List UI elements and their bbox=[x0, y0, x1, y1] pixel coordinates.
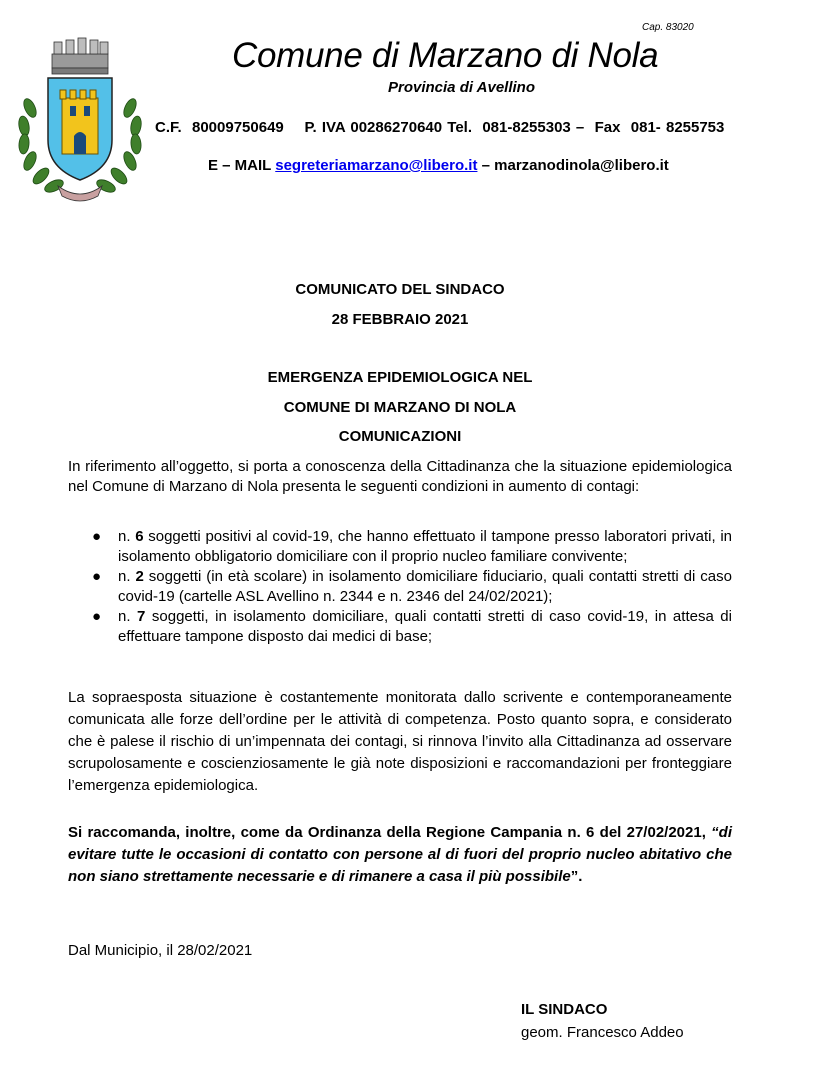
case-count: 2 bbox=[135, 568, 144, 585]
ordinance-quote: “di evitare tutte le occasioni di contatto con persone al di fuori del proprio nucleo abitativo che non siano strettamente necessarie e di rimanere a casa il più possibile bbox=[68, 824, 732, 885]
email-line bbox=[208, 157, 669, 174]
intro-paragraph: In riferimento all’oggetto, si porta a conoscenza della Cittadinanza che la situazione epidemiologica nel Comune di Marzano di Nola presenta le seguenti condizioni in aumento di contagi: bbox=[68, 458, 732, 495]
postal-code: Cap. 83020 bbox=[642, 22, 694, 33]
signature-name: geom. Francesco Addeo bbox=[521, 1024, 684, 1041]
list-item: ● n. 6 soggetti positivi al covid-19, che hanno effettuato il tampone presso laboratori privati, in isolamento obbligatorio domiciliare con il proprio nucleo familiare convivente; bbox=[92, 528, 732, 565]
subject-line-3: COMUNICAZIONI bbox=[338, 428, 462, 445]
contagion-list bbox=[92, 527, 732, 647]
communique-heading: COMUNICATO DEL SINDACO bbox=[295, 281, 505, 298]
list-item: ● n. 2 soggetti (in età scolare) in isolamento domiciliare fiduciario, quali contatti stretti di caso covid-19 (cartelle ASL Avellino n. 2344 e n. 2346 del 24/02/2021); bbox=[92, 568, 732, 605]
email-secondary: marzanodinola@libero.it bbox=[494, 157, 669, 174]
subject-line-1: EMERGENZA EPIDEMIOLOGICA NEL bbox=[267, 369, 533, 386]
bullet-icon: ● bbox=[92, 608, 102, 625]
bullet-icon: ● bbox=[92, 528, 102, 545]
email-link-primary[interactable]: segreteriamarzano@libero.it bbox=[275, 157, 478, 174]
case-count: 7 bbox=[137, 608, 146, 625]
list-item: ● n. 7 soggetti, in isolamento domiciliare, quali contatti stretti di caso covid-19, in attesa di effettuare tampone disposto dai medici di base; bbox=[92, 608, 732, 645]
issue-date-line: Dal Municipio, il 28/02/2021 bbox=[68, 942, 253, 959]
recommendation-paragraph: Si raccomanda, inoltre, come da Ordinanza della Regione Campania n. 6 del 27/02/2021, “di evitare tutte le occasioni di contatto con persone al di fuori del proprio nucleo abitativo che non siano strettamente necessarie e di rimanere a casa il più possibile”. bbox=[68, 824, 732, 885]
email-separator: – bbox=[477, 157, 495, 174]
fiscal-contact-line: C.F. 80009750649 P. IVA 00286270640 Tel. 081-8255303 – Fax 081- 8255753 bbox=[155, 119, 725, 136]
signature-role: IL SINDACO bbox=[521, 1001, 608, 1018]
email-label: E – MAIL bbox=[208, 157, 276, 174]
subject-line-2: COMUNE DI MARZANO DI NOLA bbox=[283, 399, 517, 416]
monitoring-paragraph: La sopraesposta situazione è costantemente monitorata dallo scrivente e contemporaneamente comunicata alle forze dell’ordine per le attività di competenza. Posto quanto sopra, e considerato che è palese il rischio di un’impennata dei contagi, si rinnova l’invito alla Cittadinanza ad osservare scrupolosamente e coscienziosamente le già note disposizioni e raccomandazioni per fronteggiare l’emergenza epidemiologica. bbox=[68, 689, 732, 794]
municipality-title: Comune di Marzano di Nola bbox=[232, 36, 659, 75]
province-name: Provincia di Avellino bbox=[388, 79, 535, 96]
coat-of-arms-icon bbox=[14, 36, 146, 204]
communique-date: 28 FEBBRAIO 2021 bbox=[331, 311, 469, 328]
bullet-icon: ● bbox=[92, 568, 102, 585]
case-count: 6 bbox=[135, 528, 144, 545]
